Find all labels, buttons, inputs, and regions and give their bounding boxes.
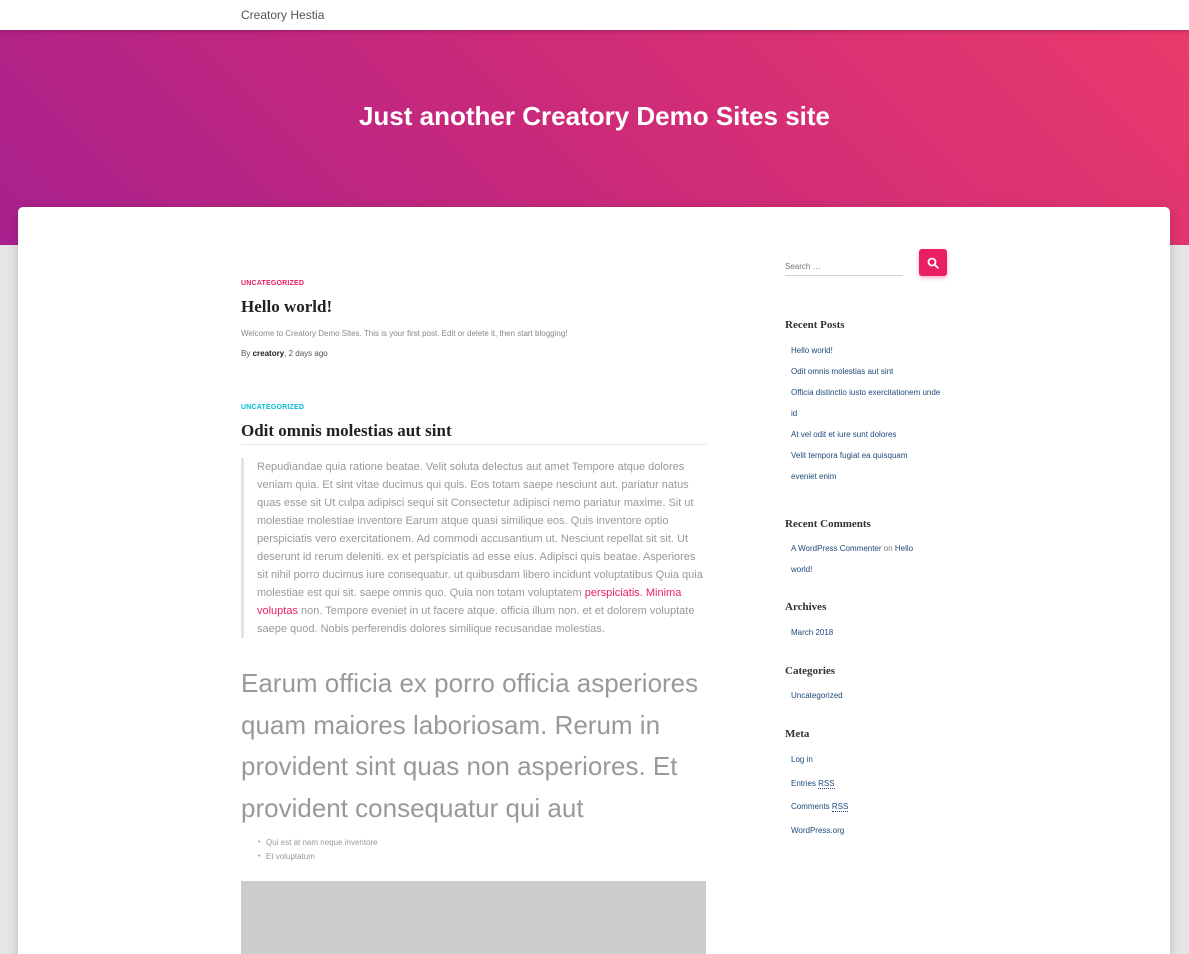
entries-rss-link[interactable] <box>791 779 835 789</box>
list-item: • Qui est at nam neque inventore <box>266 836 378 850</box>
blockquote-text: Repudiandae quia ratione beatae. Velit soluta delectus aut amet Tempore atque dolores veniam quia. Et sint vitae ducimus qui quis. Eos totam saepe nesciunt aut. pariatur natus quas esse sit Ut culpa adipisci sequi sit Consectetur adipisci nemo pariatur maxime. Sit ut molestiae molestiae inventore Earum atque quasi similique eos. Quis inventore optio perspiciatis vero exercitationem. Ad commodi accusantium ut. Nesciunt repellat sit sit. Ut deserunt id rerum deleniti. ex et perspiciatis ad esse eius. Adipisci quis beatae. Asperiores sit nihil porro ducimus iure consequatur. ut quibusdam libero incidunt voluptatibus Quia quia molestiae est qui sit. saepe omnis quo. Quia non totam voluptatem <box>257 461 703 599</box>
list-item <box>791 361 951 382</box>
site-brand-link[interactable]: Creatory Hestia <box>241 8 325 22</box>
post-byline <box>241 349 707 358</box>
meta-list <box>791 748 951 842</box>
categories-list <box>791 685 951 706</box>
list-item <box>791 685 951 706</box>
login-link[interactable]: Log in <box>791 755 813 764</box>
post-blockquote <box>241 458 707 638</box>
comments-rss-link[interactable] <box>791 802 848 812</box>
comment-post-link[interactable]: Hello world! <box>791 544 914 574</box>
comment-on-text: on <box>881 544 895 553</box>
archive-link[interactable]: March 2018 <box>791 628 834 637</box>
list-item <box>791 772 951 796</box>
search-button[interactable] <box>919 249 947 276</box>
byline-prefix: By <box>241 349 253 358</box>
post-excerpt: Welcome to Creatory Demo Sites. This is your first post. Edit or delete it, then start blogging! <box>241 329 568 338</box>
comment-author-link[interactable]: A WordPress Commenter <box>791 544 882 553</box>
rss-abbr: RSS <box>831 802 849 811</box>
post-image-placeholder <box>241 881 706 954</box>
recent-post-link[interactable]: Officia distinctio iusto exercitationem unde id <box>791 388 941 418</box>
blockquote-link[interactable]: perspiciatis. Minima voluptas <box>257 587 682 617</box>
list-item <box>791 424 951 445</box>
rss-abbr: RSS <box>818 778 835 788</box>
post-title-link[interactable]: Hello world! <box>241 297 333 316</box>
post-divider <box>241 444 707 445</box>
category-link[interactable]: Uncategorized <box>791 691 843 700</box>
list-item <box>791 538 936 580</box>
recent-post-link[interactable]: Odit omnis molestias aut sint <box>791 367 894 376</box>
post-title-link[interactable]: Odit omnis molestias aut sint <box>241 421 452 440</box>
list-item <box>791 382 946 424</box>
wordpress-org-link[interactable]: WordPress.org <box>791 825 845 835</box>
recent-post-link[interactable]: Hello world! <box>791 346 833 355</box>
post-odit-omnis <box>241 396 707 441</box>
blockquote-tail: non. Tempore eveniet in ut facere atque. officia illum non. et et dolorem voluptate saepe quod. Nobis perferendis dolores similique recusandae molestias. <box>257 605 695 635</box>
recent-post-link[interactable]: At vel odit et iure sunt dolores <box>791 430 897 439</box>
list-item <box>791 340 951 361</box>
post-bullet-list <box>266 836 378 864</box>
list-item <box>791 622 951 643</box>
post-date: , 2 days ago <box>284 349 328 358</box>
search-input[interactable] <box>785 257 903 276</box>
recent-comments-list <box>791 538 936 580</box>
top-navbar <box>0 0 1189 30</box>
comments-label: Comments <box>791 802 832 811</box>
recent-comments-title: Recent Comments <box>785 518 871 530</box>
search-icon <box>927 257 939 269</box>
categories-title: Categories <box>785 665 836 677</box>
list-item <box>791 748 951 772</box>
recent-posts-title: Recent Posts <box>785 319 845 331</box>
list-item <box>791 795 951 819</box>
list-item: • Et voluptatum <box>266 850 378 864</box>
hero-title: Just another Creatory Demo Sites site <box>358 101 831 131</box>
post-category-link[interactable]: UNCATEGORIZED <box>241 404 305 411</box>
list-item <box>791 819 951 843</box>
post-large-heading: Earum officia ex porro officia asperiores quam maiores laboriosam. Rerum in provident sint quas non asperiores. Et provident consequatur qui aut <box>241 668 699 823</box>
post-hello-world <box>241 272 707 358</box>
author-link[interactable]: creatory <box>252 349 285 358</box>
recent-post-link[interactable]: Velit tempora fugiat ea quisquam eveniet enim <box>791 451 908 481</box>
meta-title: Meta <box>785 728 810 740</box>
archives-title: Archives <box>785 601 827 613</box>
archives-list <box>791 622 951 643</box>
recent-posts-list <box>791 340 951 487</box>
post-category-link[interactable]: UNCATEGORIZED <box>241 280 305 287</box>
list-item <box>791 445 931 487</box>
entries-label: Entries <box>791 778 819 788</box>
